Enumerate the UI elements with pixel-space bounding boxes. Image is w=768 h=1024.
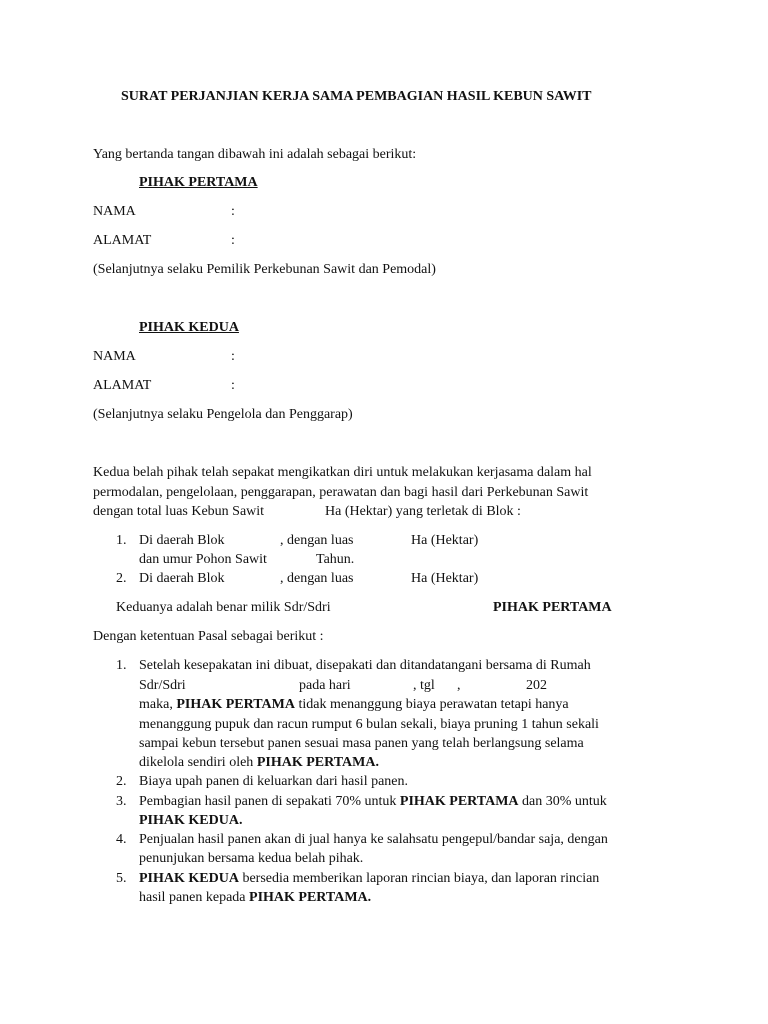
term-5-line-2-party: PIHAK PERTAMA. [249, 890, 372, 905]
term-1-date-comma: , [457, 678, 461, 693]
term-1-year: 202 [526, 678, 547, 693]
term-1-day-label: pada hari [299, 678, 351, 693]
block-2-number: 2. [116, 571, 127, 586]
term-1-line-6-text: dikelola sendiri oleh [139, 755, 257, 770]
party2-address-label: ALAMAT [93, 378, 152, 393]
term-3-line-1-text: Pembagian hasil panen di sepakati 70% untuk [139, 794, 400, 809]
term-1-date-label: , tgl [413, 678, 435, 693]
block-2-size-label: , dengan luas [280, 571, 354, 586]
party2-name-label: NAMA [93, 349, 136, 364]
term-1-line-1: Setelah kesepakatan ini dibuat, disepakati dan ditandatangani bersama di Rumah [139, 658, 591, 673]
document-title: SURAT PERJANJIAN KERJA SAMA PEMBAGIAN HASIL KEBUN SAWIT [121, 89, 592, 104]
agreement-line-2: permodalan, pengelolaan, penggarapan, perawatan dan bagi hasil dari Perkebunan Sawit [93, 485, 589, 500]
block-1-tree-age-unit: Tahun. [316, 552, 355, 567]
term-1-number: 1. [116, 658, 127, 673]
term-2-number: 2. [116, 774, 127, 789]
term-5-line-1-text: bersedia memberikan laporan rincian biaya, dan laporan rincian [238, 871, 600, 886]
term-3-line-2: PIHAK KEDUA. [139, 813, 243, 828]
ownership-text: Keduanya adalah benar milik Sdr/Sdri [116, 600, 331, 615]
term-1-line-5: sampai kebun tersebut panen sesuai masa panen yang telah berlangsung selama [139, 736, 584, 751]
agreement-line-1: Kedua belah pihak telah sepakat mengikatkan diri untuk melakukan kerjasama dalam hal [93, 465, 592, 480]
agreement-line-3a: dengan total luas Kebun Sawit [93, 504, 265, 519]
party2-name-colon: : [231, 349, 235, 364]
term-5-number: 5. [116, 871, 127, 886]
term-5-line-1 [139, 870, 599, 888]
term-4-line-2: penunjukan bersama kedua belah pihak. [139, 851, 364, 866]
term-1-line-3 [139, 696, 569, 714]
block-2-area: Di daerah Blok [139, 571, 225, 586]
party2-address-colon: : [231, 378, 235, 393]
term-1-line-6-party: PIHAK PERTAMA. [256, 755, 379, 770]
term-5-line-2-text: hasil panen kepada [139, 890, 250, 905]
term-3-line-1 [139, 793, 607, 811]
term-3-number: 3. [116, 794, 127, 809]
party1-note: (Selanjutnya selaku Pemilik Perkebunan Sawit dan Pemodal) [93, 262, 436, 277]
block-1-area: Di daerah Blok [139, 533, 225, 548]
agreement-line-3b: Ha (Hektar) yang terletak di Blok : [325, 504, 521, 519]
party1-name-colon: : [231, 204, 235, 219]
party1-heading: PIHAK PERTAMA [139, 175, 258, 190]
ownership-party: PIHAK PERTAMA [493, 600, 612, 615]
block-1-size-label: , dengan luas [280, 533, 354, 548]
party1-address-label: ALAMAT [93, 233, 152, 248]
intro-text: Yang bertanda tangan dibawah ini adalah sebagai berikut: [93, 147, 417, 162]
term-4-number: 4. [116, 832, 127, 847]
term-3-line-1-rest: dan 30% untuk [518, 794, 607, 809]
term-1-line-3-party: PIHAK PERTAMA [176, 697, 295, 712]
term-1-line-3-rest: tidak menanggung biaya perawatan tetapi hanya [294, 697, 569, 712]
block-2-unit: Ha (Hektar) [411, 571, 479, 586]
term-2-line-1: Biaya upah panen di keluarkan dari hasil panen. [139, 774, 409, 789]
term-1-line-4: menanggung pupuk dan racun rumput 6 bulan sekali, biaya pruning 1 tahun sekali [139, 717, 599, 732]
term-4-line-1: Penjualan hasil panen akan di jual hanya ke salahsatu pengepul/bandar saja, dengan [139, 832, 608, 847]
party1-address-colon: : [231, 233, 235, 248]
term-5-line-2 [139, 889, 371, 907]
term-1-line-3-text: maka, [139, 697, 177, 712]
block-1-number: 1. [116, 533, 127, 548]
term-5-line-1-party: PIHAK KEDUA [139, 871, 239, 886]
term-1-name-label: Sdr/Sdri [139, 678, 186, 693]
party2-note: (Selanjutnya selaku Pengelola dan Penggarap) [93, 407, 353, 422]
term-3-line-1-party: PIHAK PERTAMA [399, 794, 519, 809]
terms-intro: Dengan ketentuan Pasal sebagai berikut : [93, 629, 324, 644]
term-1-line-6 [139, 754, 379, 772]
block-1-tree-age-label: dan umur Pohon Sawit [139, 552, 267, 567]
block-1-unit: Ha (Hektar) [411, 533, 479, 548]
party2-heading: PIHAK KEDUA [139, 320, 239, 335]
party1-name-label: NAMA [93, 204, 136, 219]
